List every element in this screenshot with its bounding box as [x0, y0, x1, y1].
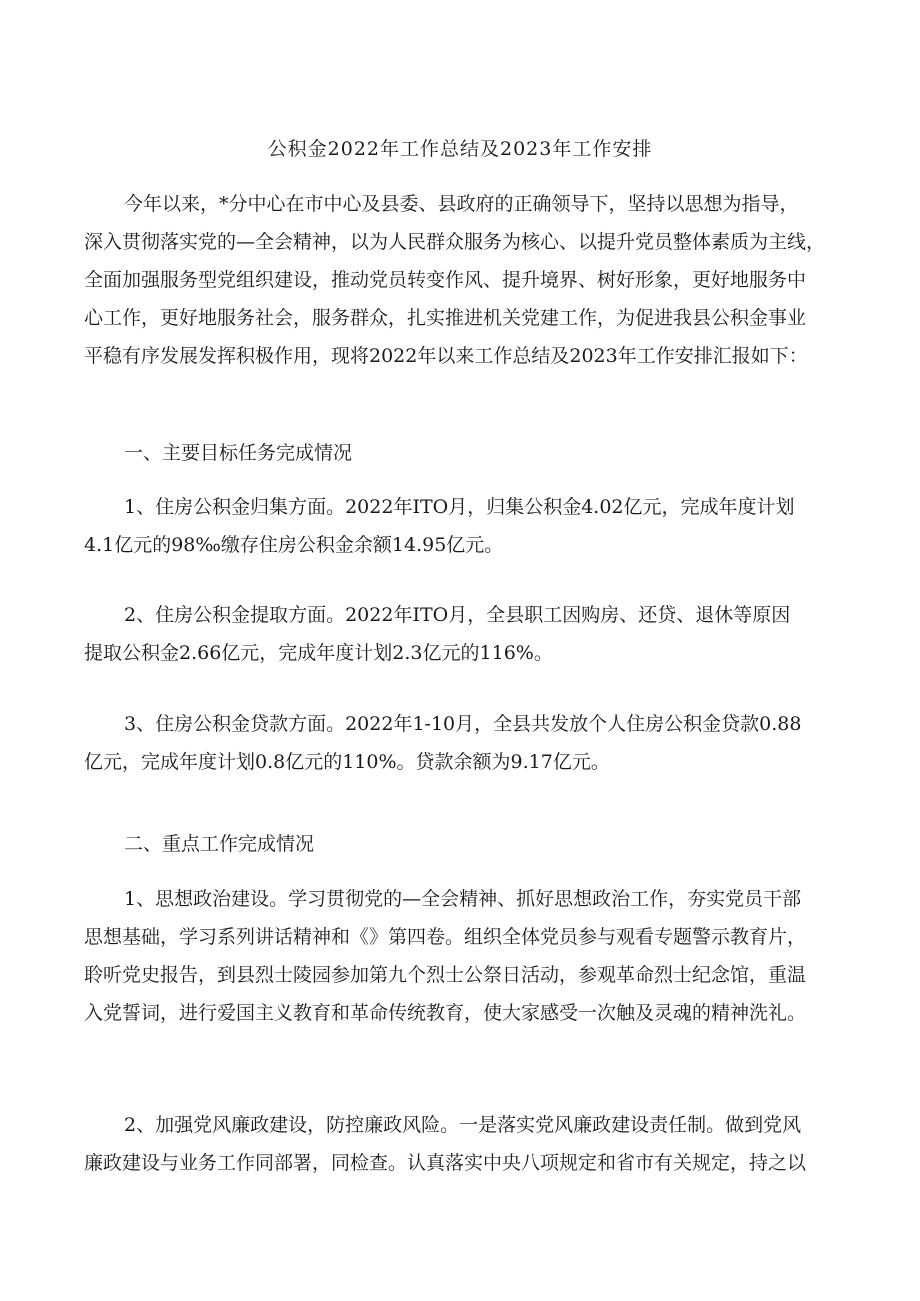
section2-heading-block — [84, 825, 838, 863]
section1-item3-paragraph — [84, 705, 838, 781]
intro-line: 深入贯彻落实党的—全会精神，以为人民群众服务为核心、以提升党员整体素质为主线， — [84, 231, 826, 253]
intro-line: 心工作，更好地服务社会，服务群众，扎实推进机关党建工作，为促进我县公积金事业 — [84, 307, 807, 329]
section1-heading-block — [84, 434, 838, 472]
paragraph-line: 2、住房公积金提取方面。2022年ITO月，全县职工因购房、还贷、退休等原因 — [124, 604, 791, 626]
paragraph-line: 2、加强党风廉政建设，防控廉政风险。一是落实党风廉政建设责任制。做到党风 — [124, 1114, 802, 1136]
document-title: 公积金2022年工作总结及2023年工作安排 — [267, 138, 653, 160]
paragraph-line: 亿元，完成年度计划0.8亿元的110%。贷款余额为9.17亿元。 — [84, 751, 610, 773]
section1-item1-paragraph — [84, 488, 838, 564]
paragraph-line: 提取公积金2.66亿元，完成年度计划2.3亿元的116%。 — [84, 642, 553, 664]
intro-paragraph — [84, 185, 838, 375]
intro-line: 今年以来，*分中心在市中心及县委、县政府的正确领导下，坚持以思想为指导， — [124, 193, 799, 215]
paragraph-line: 入党誓词，进行爱国主义教育和革命传统教育，使大家感受一次触及灵魂的精神洗礼。 — [84, 1002, 807, 1024]
paragraph-line: 1、住房公积金归集方面。2022年ITO月，归集公积金4.02亿元，完成年度计划 — [124, 496, 795, 518]
section-heading: 二、重点工作完成情况 — [124, 833, 315, 855]
paragraph-line: 1、思想政治建设。学习贯彻党的—全会精神、抓好思想政治工作，夯实党员干部 — [124, 888, 802, 910]
paragraph-line: 3、住房公积金贷款方面。2022年1-10月，全县共发放个人住房公积金贷款0.88 — [124, 713, 802, 735]
paragraph-line: 思想基础，学习系列讲话精神和《》第四卷。组织全体党员参与观看专题警示教育片， — [84, 926, 807, 948]
paragraph-line: 聆听党史报告，到县烈士陵园参加第九个烈士公祭日活动，参观革命烈士纪念馆，重温 — [84, 964, 807, 986]
section1-item2-paragraph — [84, 596, 838, 672]
paragraph-line: 4.1亿元的98‰缴存住房公积金余额14.95亿元。 — [84, 534, 504, 556]
section2-item2-paragraph — [84, 1106, 838, 1182]
intro-line: 全面加强服务型党组织建设，推动党员转变作风、提升境界、树好形象，更好地服务中 — [84, 269, 807, 291]
section2-item1-paragraph — [84, 880, 838, 1032]
paragraph-line: 廉政建设与业务工作同部署，同检查。认真落实中央八项规定和省市有关规定，持之以 — [84, 1152, 807, 1174]
intro-line: 平稳有序发展发挥积极作用，现将2022年以来工作总结及2023年工作安排汇报如下： — [84, 345, 808, 367]
section-heading: 一、主要目标任务完成情况 — [124, 442, 353, 464]
